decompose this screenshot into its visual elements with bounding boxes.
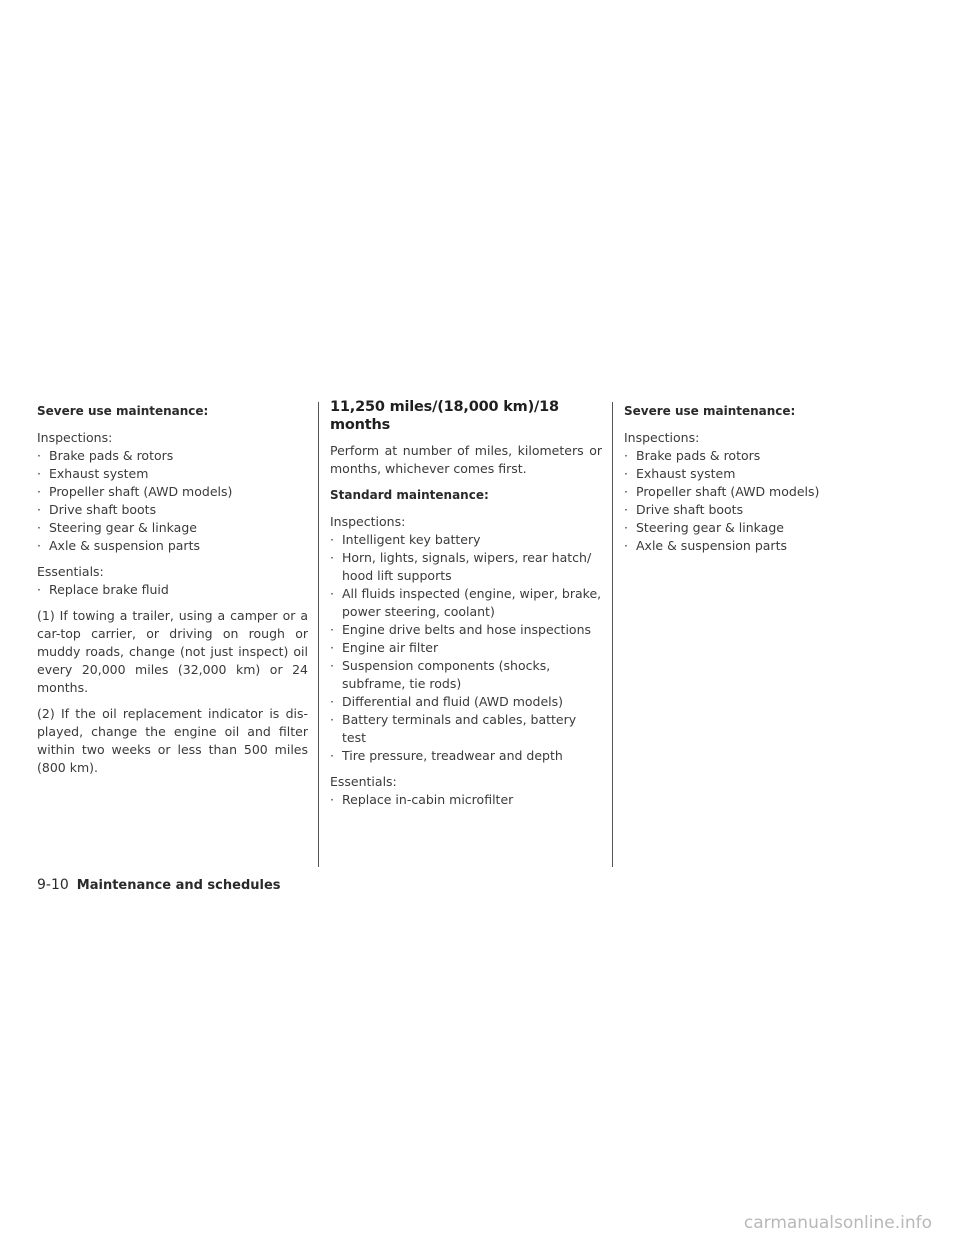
severe-use-heading: Severe use maintenance:	[624, 404, 796, 418]
essentials-list	[37, 581, 308, 599]
list-item: · Brake pads & rotors	[624, 447, 904, 465]
inspections-label: Inspections:	[624, 430, 700, 445]
list-item: · Differential and fluid (AWD models)	[330, 693, 602, 711]
list-item: · Replace in-cabin microfilter	[330, 791, 602, 809]
inspections-label: Inspections:	[330, 514, 406, 529]
list-item: · Engine air filter	[330, 639, 602, 657]
interval-intro: Perform at number of miles, kilometers or months, whichever comes first.	[330, 443, 602, 476]
inspections-list	[37, 447, 308, 555]
column-1	[37, 402, 308, 785]
list-item: · Propeller shaft (AWD models)	[624, 483, 904, 501]
list-item: · Replace brake fluid	[37, 581, 308, 599]
list-item: · Drive shaft boots	[37, 501, 308, 519]
essentials-label: Essentials:	[37, 564, 104, 579]
severe-use-heading: Severe use maintenance:	[37, 404, 209, 418]
column-2	[330, 399, 602, 817]
column-3	[624, 402, 904, 563]
chapter-title: Maintenance and schedules	[76, 878, 281, 893]
list-item: · Brake pads & rotors	[37, 447, 308, 465]
list-item: · All fluids inspected (engine, wiper, brake, power steering, coolant)	[330, 585, 602, 621]
list-item: · Steering gear & linkage	[37, 519, 308, 537]
list-item: · Engine drive belts and hose inspections	[330, 621, 602, 639]
list-item: · Steering gear & linkage	[624, 519, 904, 537]
interval-heading: 11,250 miles/(18,000 km)/18 months	[330, 399, 559, 433]
list-item: · Intelligent key battery	[330, 531, 602, 549]
list-item: · Exhaust system	[624, 465, 904, 483]
list-item: · Tire pressure, treadwear and depth	[330, 747, 602, 765]
inspections-list	[624, 447, 904, 555]
column-divider	[318, 402, 319, 867]
essentials-label: Essentials:	[330, 774, 397, 789]
list-item: · Drive shaft boots	[624, 501, 904, 519]
list-item: · Battery terminals and cables, battery test	[330, 711, 602, 747]
list-item: · Axle & suspension parts	[37, 537, 308, 555]
list-item: · Horn, lights, signals, wipers, rear hatch/ hood lift supports	[330, 549, 602, 585]
watermark: carmanualsonline.info	[743, 1213, 932, 1233]
essentials-list	[330, 791, 602, 809]
list-item: · Axle & suspension parts	[624, 537, 904, 555]
list-item: · Exhaust system	[37, 465, 308, 483]
footnote-1: (1) If towing a trailer, using a camper or a car-top carrier, or driving on rough or muddy roads, change (not just inspect) oil every 20,000 miles (32,000 km) or 24 months.	[37, 608, 308, 695]
footnote-2: (2) If the oil replacement indicator is dis- played, change the engine oil and filter within two weeks or less than 500 miles (800 km).	[37, 706, 308, 775]
list-item: · Propeller shaft (AWD models)	[37, 483, 308, 501]
list-item: · Suspension components (shocks, subframe, tie rods)	[330, 657, 602, 693]
inspections-list	[330, 531, 602, 765]
page-footer	[37, 877, 281, 893]
standard-maintenance-heading: Standard maintenance:	[330, 488, 489, 502]
page-number: 9-10	[37, 877, 69, 893]
inspections-label: Inspections:	[37, 430, 113, 445]
column-divider	[612, 402, 613, 867]
